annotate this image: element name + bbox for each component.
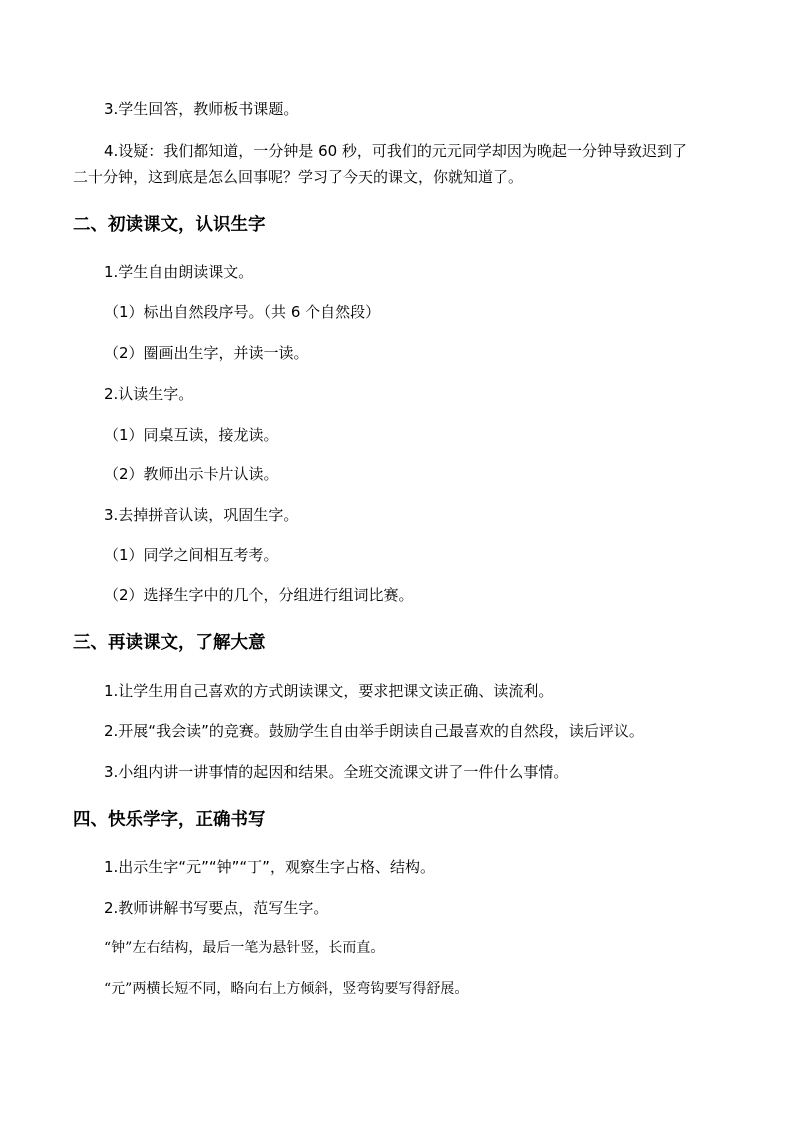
section-2-item: （1）同桌互读，接龙读。 (104, 426, 279, 444)
intro-paragraph-4-line-1: 4.设疑：我们都知道，一分钟是 60 秒，可我们的元元同学却因为晚起一分钟导致迟到了 (104, 142, 687, 160)
intro-paragraph-4-line-2: 二十分钟，这到底是怎么回事呢？学习了今天的课文，你就知道了。 (73, 168, 524, 186)
section-2-item: （1）同学之间相互考考。 (104, 546, 279, 564)
section-3-item: 3.小组内讲一讲事情的起因和结果。全班交流课文讲了一件什么事情。 (104, 763, 569, 781)
section-2-heading: 二、初读课文，认识生字 (73, 215, 266, 235)
section-2-item: （2）选择生字中的几个，分组进行组词比赛。 (104, 586, 414, 604)
section-4-heading: 四、快乐学字，正确书写 (73, 810, 266, 830)
section-4-item: 1.出示生字“元”“钟”“丁”，观察生字占格、结构。 (104, 858, 435, 876)
section-4-item: 2.教师讲解书写要点，范写生字。 (104, 899, 329, 917)
section-2-item: 1.学生自由朗读课文。 (104, 263, 254, 281)
intro-paragraph-3: 3.学生回答，教师板书课题。 (104, 100, 299, 118)
section-3-heading: 三、再读课文，了解大意 (73, 633, 266, 653)
writing-note: “钟”左右结构，最后一笔为悬针竖，长而直。 (104, 940, 385, 956)
section-3-item: 2.开展“我会读”的竞赛。鼓励学生自由举手朗读自己最喜欢的自然段，读后评议。 (104, 722, 644, 740)
section-2-item: 2.认读生字。 (104, 385, 194, 403)
section-3-item: 1.让学生用自己喜欢的方式朗读课文，要求把课文读正确、读流利。 (104, 682, 554, 700)
section-2-item: （2）教师出示卡片认读。 (104, 465, 279, 483)
section-2-item: 3.去掉拼音认读，巩固生字。 (104, 506, 299, 524)
section-2-item: （1）标出自然段序号。（共 6 个自然段） (104, 303, 381, 321)
section-2-item: （2）圈画出生字，并读一读。 (104, 344, 309, 362)
writing-note: “元”两横长短不同，略向右上方倾斜，竖弯钩要写得舒展。 (104, 981, 469, 997)
